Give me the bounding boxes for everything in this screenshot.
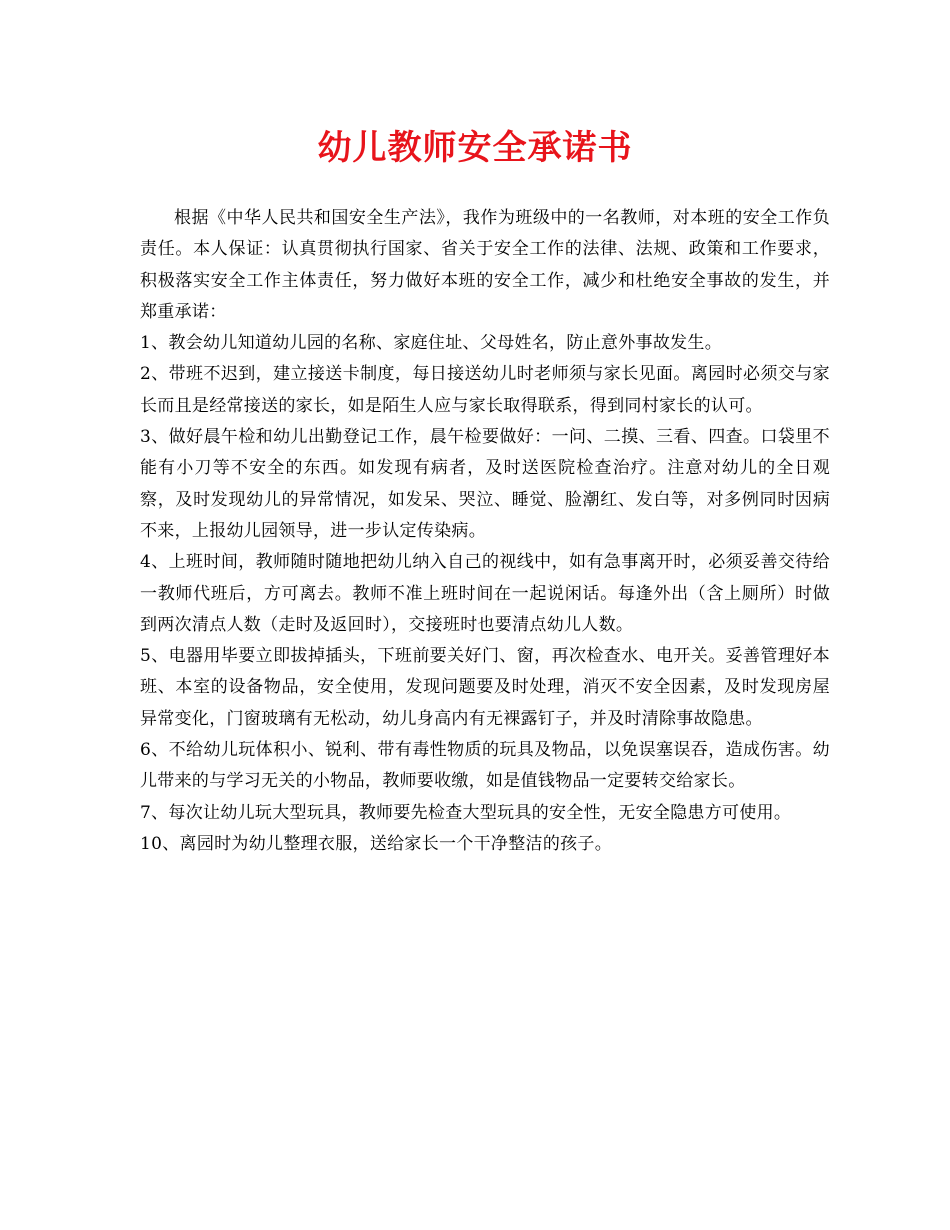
document-body xyxy=(140,203,830,860)
commitment-item-4: 4、上班时间，教师随时随地把幼儿纳入自己的视线中，如有急事离开时，必须妥善交待给一教师代班后，方可离去。教师不准上班时间在一起说闲话。每逢外出（含上厕所）时做到两次清点人数（走时及返回时），交接班时也要清点幼儿人数。 xyxy=(140,552,830,635)
commitment-item-7: 7、每次让幼儿玩大型玩具，教师要先检查大型玩具的安全性，无安全隐患方可使用。 xyxy=(140,802,792,823)
commitment-item-5: 5、电器用毕要立即拔掉插头，下班前要关好门、窗，再次检查水、电开关。妥善管理好本班、本室的设备物品，安全使用，发现问题要及时处理，消灭不安全因素，及时发现房屋异常变化，门窗玻璃有无松动，幼儿身高内有无裸露钉子，并及时清除事故隐患。 xyxy=(140,646,830,729)
intro-paragraph: 根据《中华人民共和国安全生产法》，我作为班级中的一名教师，对本班的安全工作负责任。本人保证：认真贯彻执行国家、省关于安全工作的法律、法规、政策和工作要求，积极落实安全工作主体责任，努力做好本班的安全工作，减少和杜绝安全事故的发生，并郑重承诺： xyxy=(140,208,830,322)
commitment-item-10: 10、离园时为幼儿整理衣服，送给家长一个干净整洁的孩子。 xyxy=(140,833,613,854)
commitment-item-2: 2、带班不迟到，建立接送卡制度，每日接送幼儿时老师须与家长见面。离园时必须交与家长而且是经常接送的家长，如是陌生人应与家长取得联系，得到同村家长的认可。 xyxy=(140,364,830,416)
commitment-item-6: 6、不给幼儿玩体积小、锐利、带有毒性物质的玩具及物品，以免误塞误吞，造成伤害。幼儿带来的与学习无关的小物品，教师要收缴，如是值钱物品一定要转交给家长。 xyxy=(140,740,830,792)
document-title: 幼儿教师安全承诺书 xyxy=(317,128,633,168)
commitment-item-3: 3、做好晨午检和幼儿出勤登记工作，晨午检要做好：一问、二摸、三看、四查。口袋里不能有小刀等不安全的东西。如发现有病者，及时送医院检查治疗。注意对幼儿的全日观察，及时发现幼儿的异常情况，如发呆、哭泣、睡觉、脸潮红、发白等，对多例同时因病不来，上报幼儿园领导，进一步认定传染病。 xyxy=(140,427,830,541)
commitment-item-1: 1、教会幼儿知道幼儿园的名称、家庭住址、父母姓名，防止意外事故发生。 xyxy=(140,333,723,354)
